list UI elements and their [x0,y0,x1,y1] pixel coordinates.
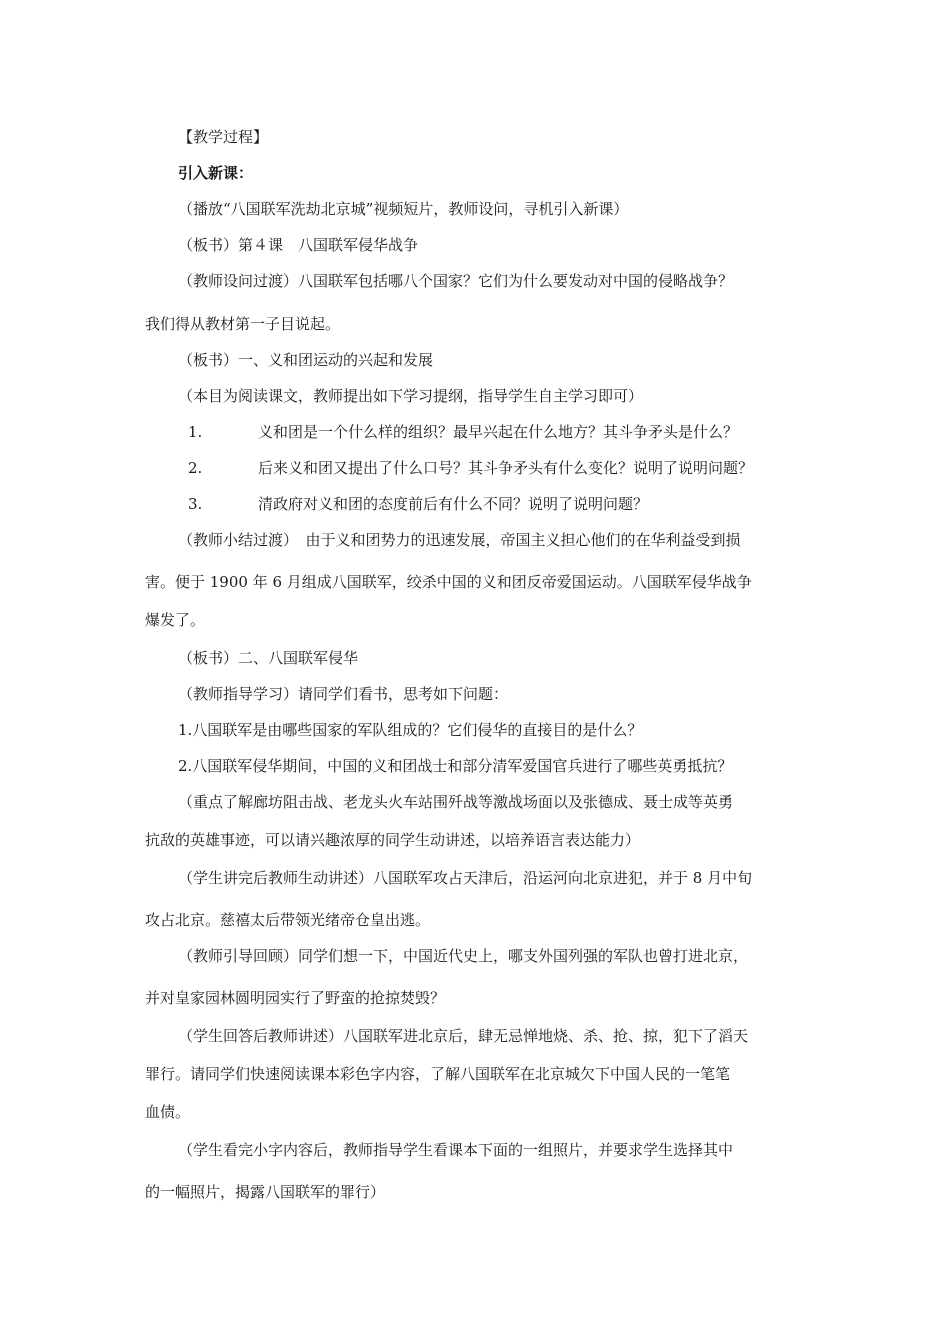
paragraph-line: （重点了解廊坊阻击战、老龙头火车站围歼战等激战场面以及张德成、聂士成等英勇 [178,793,734,811]
paragraph-line: 爆发了。 [145,611,206,629]
paragraph-line: （学生看完小字内容后，教师指导学生看课本下面的一组照片，并要求学生选择其中 [178,1141,734,1159]
list-item [178,422,843,442]
paragraph-line: （本目为阅读课文，教师提出如下学习提纲，指导学生自主学习即可） [178,387,644,405]
paragraph-line: 罪行。请同学们快速阅读课本彩色字内容，了解八国联军在北京城欠下中国人民的一笔笔 [145,1065,731,1083]
paragraph-line: （教师引导回顾）同学们想一下，中国近代史上，哪支外国列强的军队也曾打进北京， [178,947,749,965]
list-number: 3. [188,495,203,513]
question-line: 1.八国联军是由哪些国家的军队组成的？它们侵华的直接目的是什么？ [178,721,643,739]
paragraph-line: 的一幅照片，揭露八国联军的罪行） [145,1183,386,1201]
list-number: 1. [188,423,203,441]
paragraph-line: 攻占北京。慈禧太后带领光绪帝仓皇出逃。 [145,911,431,929]
paragraph-line: （教师设问过渡）八国联军包括哪八个国家？它们为什么要发动对中国的侵略战争？ [178,272,734,290]
list-item-text: 清政府对义和团的态度前后有什么不同？说明了说明问题？ [258,495,649,513]
paragraph-line: （教师小结过渡） 由于义和团势力的迅速发展，帝国主义担心他们的在华利益受到损 [178,531,741,549]
question-line: 2.八国联军侵华期间，中国的义和团战士和部分清军爱国官兵进行了哪些英勇抵抗？ [178,757,733,775]
board-note-section-1: （板书）一、义和团运动的兴起和发展 [178,351,434,369]
list-item [178,458,843,478]
paragraph-line: 害。便于 1900 年 6 月组成八国联军，绞杀中国的义和团反帝爱国运动。八国联军侵华战争 [145,573,752,591]
paragraph-line: （学生回答后教师讲述）八国联军进北京后，肆无忌惮地烧、杀、抢、掠，犯下了滔天 [178,1027,749,1045]
list-item [178,494,843,514]
paragraph-line: 抗敌的英雄事迹，可以请兴趣浓厚的同学生动讲述，以培养语言表达能力） [145,831,641,849]
subheading-intro: 引入新课： [178,164,254,182]
board-note-section-2: （板书）二、八国联军侵华 [178,649,359,667]
paragraph-line: 我们得从教材第一子目说起。 [145,315,341,333]
board-note-lesson-title: （板书）第４课 八国联军侵华战争 [178,236,419,254]
paragraph-line: 血债。 [145,1103,191,1121]
section-heading-teaching-process: 【教学过程】 [178,128,269,146]
paragraph-line: （学生讲完后教师生动讲述）八国联军攻占天津后，沿运河向北京进犯，并于 8 月中旬 [178,869,753,887]
list-item-text: 义和团是一个什么样的组织？最早兴起在什么地方？其斗争矛头是什么？ [258,423,739,441]
list-item-text: 后来义和团又提出了什么口号？其斗争矛头有什么变化？说明了说明问题？ [258,459,754,477]
paragraph-line: （播放“八国联军洗劫北京城”视频短片，教师设问，寻机引入新课） [178,200,629,218]
list-number: 2. [188,459,203,477]
paragraph-line: （教师指导学习）请同学们看书，思考如下问题： [178,685,509,703]
paragraph-line: 并对皇家园林圆明园实行了野蛮的抢掠焚毁？ [145,989,446,1007]
